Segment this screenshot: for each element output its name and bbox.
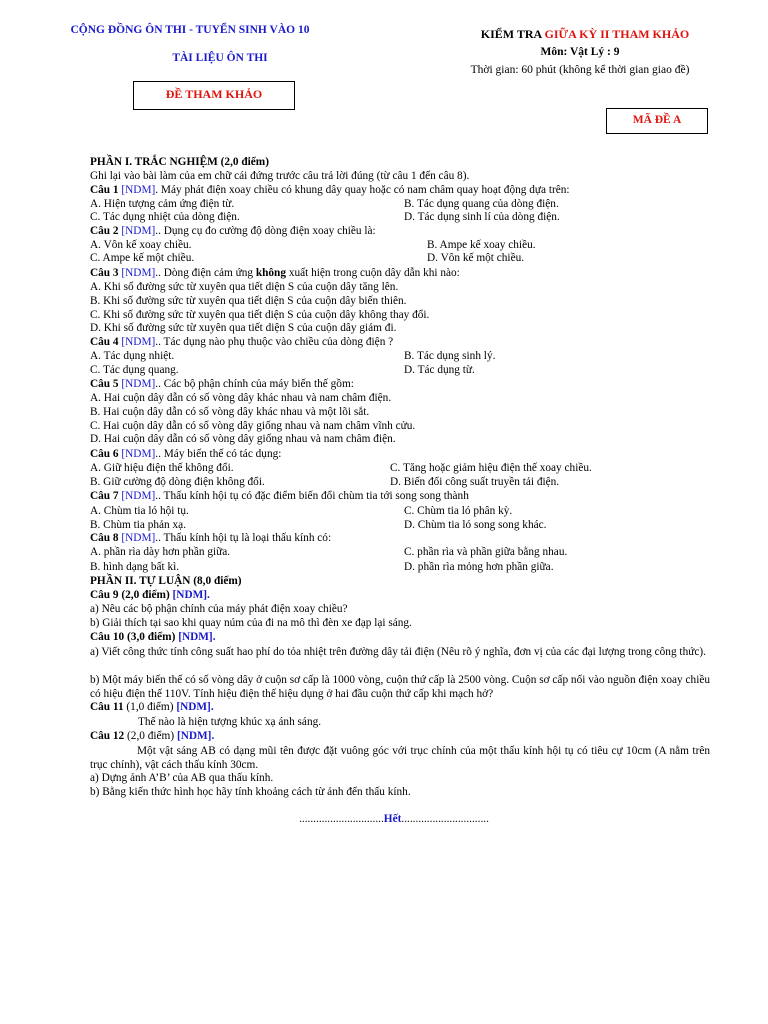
part1-instruction: Ghi lại vào bài làm của em chữ cái đứng trước câu trả lời đúng (từ câu 1 đến câu 8). <box>90 170 470 182</box>
ndm-tag: [NDM] <box>121 532 156 544</box>
q4-label: Câu 4 <box>90 336 122 348</box>
q5-option-c: C. Hai cuộn dây dẫn có số vòng dây giống nhau và nam châm vĩnh cửu. <box>90 420 416 432</box>
q8-label: Câu 8 <box>90 532 122 544</box>
part1-title: PHẦN I. TRẮC NGHIỆM (2,0 điểm) <box>90 156 269 168</box>
q3-option-b: B. Khi số đường sức từ xuyên qua tiết diện S của cuộn dây biến thiên. <box>90 295 407 307</box>
question-9 <box>90 589 710 603</box>
question-6 <box>90 448 710 462</box>
q9-label: Câu 9 (2,0 điểm) <box>90 589 173 601</box>
q3-option-d: D. Khi số đường sức từ xuyên qua tiết diện S của cuộn dây giảm đi. <box>90 322 397 334</box>
q8-option-b: C. phần rìa và phần giữa bằng nhau. <box>404 546 568 558</box>
q2-option-d: D. Vôn kế một chiều. <box>427 252 525 264</box>
q1-label: Câu 1 <box>90 184 122 196</box>
q2-text: .. Dụng cụ đo cường độ dòng điện xoay chiều là: <box>155 225 376 237</box>
docs-label: TÀI LIỆU ÔN THI <box>172 52 268 64</box>
q7-text: .. Thấu kính hội tụ có đặc điểm biến đổi chùm tia tới song song thành <box>155 490 469 502</box>
q1-option-d: D. Tác dụng sinh lí của dòng điện. <box>404 211 560 223</box>
q11-label: Câu 11 <box>90 701 127 713</box>
end-marker <box>234 813 554 825</box>
part2-title: PHẦN II. TỰ LUẬN (8,0 điểm) <box>90 575 242 587</box>
q3-text-2: xuất hiện trong cuộn dây dẫn khi nào: <box>286 267 460 279</box>
q2-label: Câu 2 <box>90 225 122 237</box>
question-4 <box>90 336 710 350</box>
q4-text: .. Tác dụng nào phụ thuộc vào chiều của dòng điện ? <box>155 336 394 348</box>
question-8 <box>90 532 710 546</box>
subject: Môn: Vật Lý : 9 <box>540 46 620 58</box>
question-5 <box>90 378 710 392</box>
dots-right: ............................... <box>401 813 489 825</box>
q1-text: . Máy phát điện xoay chiều có khung dây quay hoặc có nam châm quay hoạt động dựa trên: <box>155 184 570 196</box>
q8-option-d: D. phần rìa mỏng hơn phần giữa. <box>404 561 554 573</box>
q3-label: Câu 3 <box>90 267 122 279</box>
exam-red: GIỮA KỲ II THAM KHẢO <box>544 27 690 41</box>
q3-option-a: A. Khi số đường sức từ xuyên qua tiết diện S của cuộn dây tăng lên. <box>90 281 399 293</box>
q3-text-1: .. Dòng điện cảm ứng <box>155 267 256 279</box>
q10-part-b: b) Một máy biến thế có số vòng dây ở cuộn sơ cấp là 1000 vòng, cuộn thứ cấp là 2500 vòng. Cuộn sơ cấp nối vào nguồn điện xoay chiều có hiệu điện thế 110V. Tính hiệu điện thế hiệu dụng ở hai đầu cuộn thứ cấp khi mạch hở? <box>90 674 710 700</box>
end-text: Hết <box>383 813 402 825</box>
ndm-tag: [NDM] <box>121 184 156 196</box>
ndm-tag: [NDM] <box>121 267 156 279</box>
reference-box: ĐỀ THAM KHẢO <box>133 81 295 110</box>
q1-option-c: C. Tác dụng nhiệt của dòng điện. <box>90 211 240 223</box>
q8-option-a: A. phần rìa dày hơn phần giữa. <box>90 546 231 558</box>
q7-option-c: B. Chùm tia phản xạ. <box>90 519 187 531</box>
q10-part-a: a) Viết công thức tính công suất hao phí do tỏa nhiệt trên đường dây tải điện (Nêu rõ ý nghĩa, đơn vị của các đại lượng trong công thức). <box>90 646 706 658</box>
q5-label: Câu 5 <box>90 378 122 390</box>
q6-option-c: B. Giữ cường độ dòng điện không đổi. <box>90 476 265 488</box>
exam-title <box>430 27 740 42</box>
q4-option-a: A. Tác dụng nhiệt. <box>90 350 175 362</box>
exam-code-box: MÃ ĐỀ A <box>606 108 708 134</box>
q4-option-b: B. Tác dụng sinh lý. <box>404 350 496 362</box>
q12-label: Câu 12 <box>90 730 128 742</box>
dots-left: .............................. <box>299 813 384 825</box>
question-7 <box>90 490 710 504</box>
q7-option-b: C. Chùm tia ló phân kỳ. <box>404 505 513 517</box>
ndm-tag: [NDM] <box>121 448 156 460</box>
org-name: CỘNG ĐỒNG ÔN THI - TUYỂN SINH VÀO 10 <box>70 24 310 36</box>
q6-option-d: D. Biến đổi công suất truyền tải điện. <box>390 476 560 488</box>
q5-option-b: B. Hai cuộn dây dẫn có số vòng dây khác nhau và một lõi sắt. <box>90 406 370 418</box>
q2-option-a: A. Vôn kế xoay chiều. <box>90 239 192 251</box>
q6-option-b: C. Tăng hoặc giảm hiệu điện thế xoay chiều. <box>390 462 592 474</box>
q12-points: (2,0 điểm) <box>127 730 177 742</box>
q10-label: Câu 10 (3,0 điểm) <box>90 631 179 643</box>
exam-prefix: KIỂM TRA <box>480 27 545 41</box>
ndm-tag: [NDM]. <box>178 631 216 643</box>
q5-option-a: A. Hai cuộn dây dẫn có số vòng dây khác nhau và nam châm điện. <box>90 392 392 404</box>
question-3 <box>90 267 710 281</box>
q4-option-d: D. Tác dụng từ. <box>404 364 475 376</box>
question-11 <box>90 701 710 715</box>
q3-option-c: C. Khi số đường sức từ xuyên qua tiết diện S của cuộn dây không thay đổi. <box>90 309 430 321</box>
q12-part-a: a) Dựng ảnh A’B’ của AB qua thấu kính. <box>90 772 274 784</box>
q5-text: .. Các bộ phận chính của máy biến thế gồm: <box>155 378 354 390</box>
ndm-tag: [NDM] <box>121 225 156 237</box>
q12-part-b: b) Bằng kiến thức hình học hãy tính khoảng cách từ ảnh đến thấu kính. <box>90 786 411 798</box>
q1-option-b: B. Tác dụng quang của dòng điện. <box>404 198 559 210</box>
time-info: Thời gian: 60 phút (không kể thời gian giao đề) <box>470 64 690 76</box>
q6-option-a: A. Giữ hiệu điện thế không đổi. <box>90 462 234 474</box>
q2-option-c: C. Ampe kế một chiều. <box>90 252 195 264</box>
q1-option-a: A. Hiện tượng cảm ứng điện từ. <box>90 198 235 210</box>
q5-option-d: D. Hai cuộn dây dẫn có số vòng dây giống nhau và nam châm điện. <box>90 433 396 445</box>
ndm-tag: [NDM]. <box>172 589 210 601</box>
q11-points: (1,0 điểm) <box>126 701 177 713</box>
q4-option-c: C. Tác dụng quang. <box>90 364 179 376</box>
q9-part-a: a) Nêu các bộ phận chính của máy phát điện xoay chiều? <box>90 603 348 615</box>
ndm-tag: [NDM]. <box>176 730 215 742</box>
question-10 <box>90 631 710 645</box>
q11-text: Thế nào là hiện tượng khúc xạ ánh sáng. <box>138 716 322 728</box>
ndm-tag: [NDM] <box>121 490 156 502</box>
q6-label: Câu 6 <box>90 448 122 460</box>
q8-text: .. Thấu kính hội tụ là loại thấu kính có: <box>155 532 332 544</box>
q7-option-a: A. Chùm tia ló hội tụ. <box>90 505 189 517</box>
question-1 <box>90 184 710 198</box>
q2-option-b: B. Ampe kế xoay chiều. <box>427 239 536 251</box>
q6-text: .. Máy biến thế có tác dụng: <box>155 448 282 460</box>
q3-bold: không <box>255 267 286 279</box>
q12-text: Một vật sáng AB có dạng mũi tên được đặt vuông góc với trục chính của một thấu kính hội tụ có tiêu cự 10cm (A nằm trên trục chính), vật cách thấu kính 30cm. <box>90 745 710 771</box>
ndm-tag: [NDM]. <box>176 701 214 713</box>
q7-label: Câu 7 <box>90 490 122 502</box>
q9-part-b: b) Giải thích tại sao khi quay núm của đi na mô thì đèn xe đạp lại sáng. <box>90 617 412 629</box>
question-12 <box>90 730 710 744</box>
ndm-tag: [NDM] <box>121 378 156 390</box>
question-2 <box>90 225 710 239</box>
ndm-tag: [NDM] <box>121 336 156 348</box>
q8-option-c: B. hình dạng bất kì. <box>90 561 180 573</box>
q7-option-d: D. Chùm tia ló song song khác. <box>404 519 547 531</box>
